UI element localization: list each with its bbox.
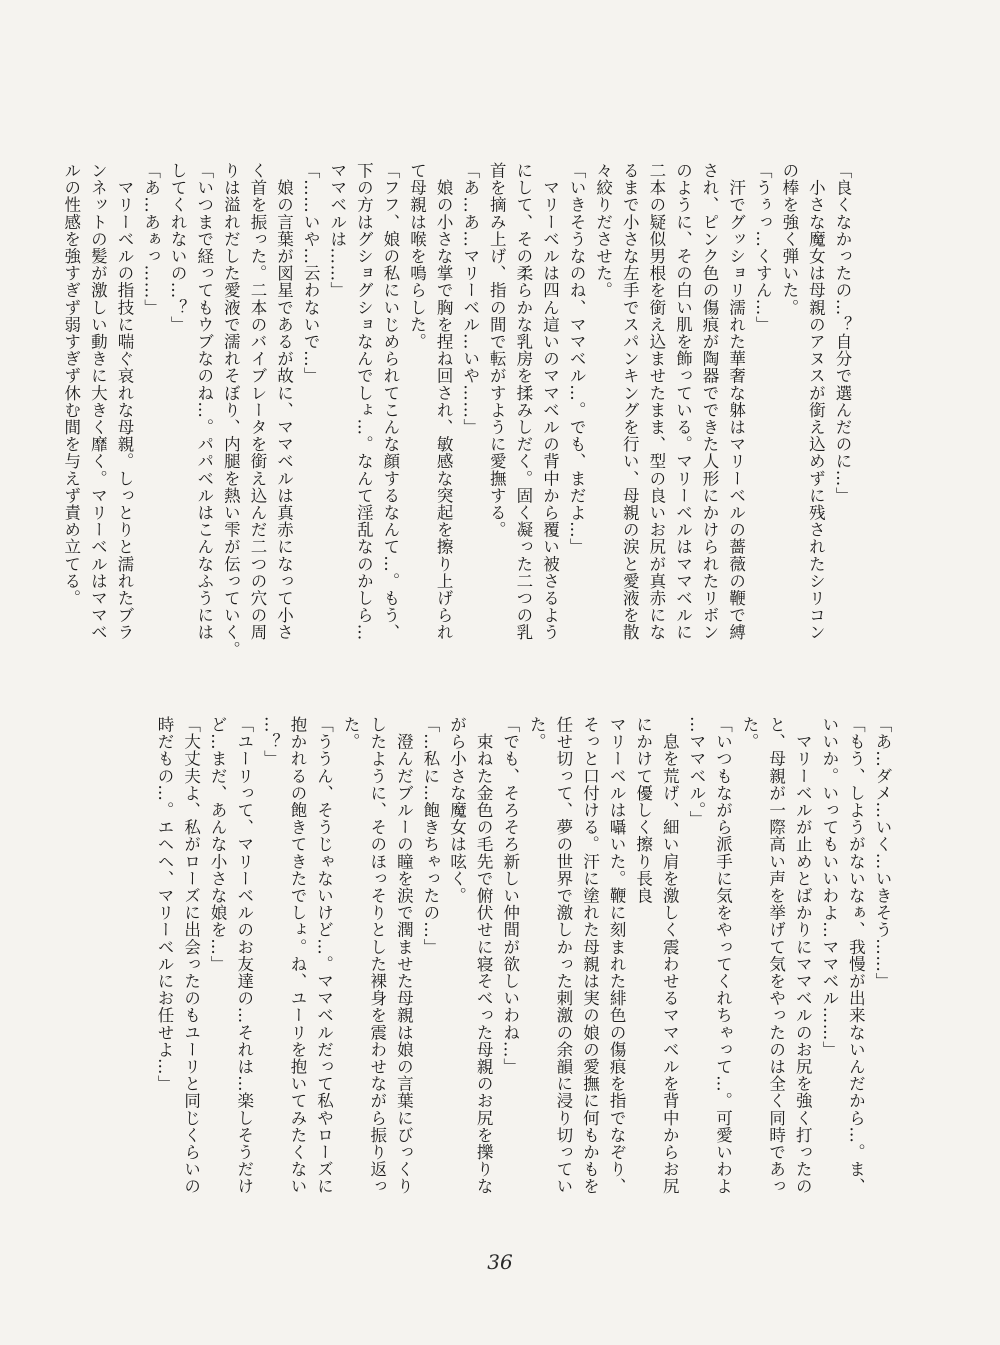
- text-line: た。: [341, 716, 361, 751]
- text-line: マリーベルが止めとばかりにママベルのお尻を強く打ったの: [793, 716, 813, 1195]
- text-line: 任せ切って、夢の世界で激しかった刺激の余韻に浸り切ってい: [553, 716, 573, 1195]
- text-line: 「でも、そろそろ新しい仲間が欲しいわね…」: [500, 716, 520, 1076]
- text-line: マリーベルは囁いた。鞭に刻まれた緋色の傷痕を指でなぞり、: [607, 716, 627, 1195]
- text-line: 「いきそうなのね、ママベル…。でも、まだよ…」: [567, 162, 587, 556]
- text-line: ど…まだ、あんな小さな娘を…」: [208, 716, 228, 973]
- text-line: 「大丈夫よ、私がローズに出会ったのもユーリと同じくらいの: [181, 716, 201, 1195]
- text-line: したように、そのほっそりとした裸身を震わせながら振り返っ: [367, 716, 387, 1195]
- text-line: ルの性感を強すぎず弱すぎず休む間を与えず責め立てる。: [61, 162, 81, 607]
- text-line: ママベルは……」: [327, 162, 347, 299]
- text-line: 澄んだブルーの瞳を涙で潤ませた母親は娘の言葉にびっくり: [394, 716, 414, 1195]
- text-line: 小さな魔女は母親のアヌスが銜え込めずに残されたシリコン: [806, 162, 826, 641]
- text-line: 「もう、しようがないなぁ、我慢が出来ないんだから…。ま、: [846, 716, 866, 1195]
- text-line: 下の方はグショグショなんでしょ…。なんて淫乱なのかしら…: [354, 162, 374, 641]
- text-line: ンネットの髪が激しい動きに大きく靡く。マリーベルはママベ: [88, 162, 108, 641]
- text-line: いいか。いってもいいわよ…ママベル……」: [819, 716, 839, 1058]
- text-line: 娘の小さな掌で胸を捏ね回され、敏感な突起を擦り上げられ: [434, 162, 454, 641]
- text-line: 二本の疑似男根を銜え込ませたまま、型の良いお尻が真赤にな: [646, 162, 666, 641]
- text-line: マリーベルは四ん這いのママベルの背中から覆い被さるよう: [540, 162, 560, 641]
- text-line: 「フフ、娘の私にいじめられてこんな顔するなんて…。もう、: [380, 162, 400, 641]
- text-line: 「……いや…云わないで…」: [301, 162, 321, 385]
- upper-text-column: [61, 162, 855, 658]
- text-line: にかけて優しく擦り長良: [633, 716, 653, 905]
- lower-text-column: [154, 716, 895, 1196]
- text-line: にして、その柔らかな乳房を揉みしだく。固く凝った二つの乳: [513, 162, 533, 641]
- text-line: た。: [740, 716, 760, 751]
- text-line: のように、その白い肌を飾っている。マリーベルはママベルに: [673, 162, 693, 641]
- text-line: そっと口付ける。汗に塗れた母親は実の娘の愛撫に何もかもを: [580, 716, 600, 1195]
- text-line: …ママベル。」: [686, 716, 706, 828]
- text-line: く首を振った。二本のバイブレータを銜え込んだ二つの穴の周: [247, 162, 267, 641]
- text-line: 「…私に…飽きちゃったの…」: [420, 716, 440, 956]
- text-line: 束ねた金色の毛先で俯伏せに寝そべった母親のお尻を擽りな: [474, 716, 494, 1195]
- text-line: 息を荒げ、細い肩を激しく震わせるママベルを背中からお尻: [660, 716, 680, 1195]
- text-line: と、母親が一際高い声を挙げて気をやったのは全く同時であっ: [766, 716, 786, 1195]
- text-line: るまで小さな左手でスパンキングを行い、母親の涙と愛液を散: [620, 162, 640, 641]
- text-line: 「ユーリって、マリーベルのお友達の…それは…楽しそうだけ: [234, 716, 254, 1195]
- text-line: た。: [527, 716, 547, 751]
- text-line: してくれないの…？」: [168, 162, 188, 333]
- text-line: され、ピンク色の傷痕が陶器でできた人形にかけられたリボン: [700, 162, 720, 641]
- text-line: 「あ…あぁっ……」: [141, 162, 161, 316]
- text-line: マリーベルの指技に喘ぐ哀れな母親。しっとりと濡れたブラ: [114, 162, 134, 641]
- text-line: 「あ…ダメ…いく…いきそう……」: [873, 716, 892, 990]
- text-line: 「あ…あ…マリーベル…いや……」: [460, 162, 480, 436]
- text-line: の棒を強く弾いた。: [779, 162, 799, 316]
- text-line: 「良くなかったの…？自分で選んだのに…」: [833, 162, 852, 504]
- text-line: …？」: [261, 716, 281, 768]
- text-line: 時だもの…。エヘヘ、マリーベルにお任せよ…」: [154, 716, 174, 1093]
- text-line: 「ううん、そうじゃないけど…。ママベルだって私やローズに: [314, 716, 334, 1195]
- text-line: 「いつもながら派手に気をやってくれちゃって…。可愛いわよ: [713, 716, 733, 1195]
- text-line: 首を摘み上げ、指の間で転がすように愛撫する。: [487, 162, 507, 539]
- text-line: りは溢れだした愛液で濡れそぼり、内腿を熱い雫が伝っていく。: [221, 162, 241, 658]
- text-line: て母親は喉を鳴らした。: [407, 162, 427, 351]
- text-line: 娘の言葉が図星であるが故に、ママベルは真赤になって小さ: [274, 162, 294, 641]
- text-line: 「いつまで経ってもウブなのね…。パパベルはこんなふうには: [194, 162, 214, 641]
- text-line: 抱かれるの飽きてきたでしょ。ね、ユーリを抱いてみたくない: [287, 716, 307, 1195]
- text-line: 汗でグッショリ濡れた華奢な躰はマリーベルの薔薇の鞭で縛: [726, 162, 746, 641]
- text-line: 「うぅっ…くすん…」: [753, 162, 773, 333]
- page-number: 36: [487, 1250, 513, 1274]
- text-line: 々絞りださせた。: [593, 162, 613, 299]
- text-line: がら小さな魔女は呟く。: [447, 716, 467, 905]
